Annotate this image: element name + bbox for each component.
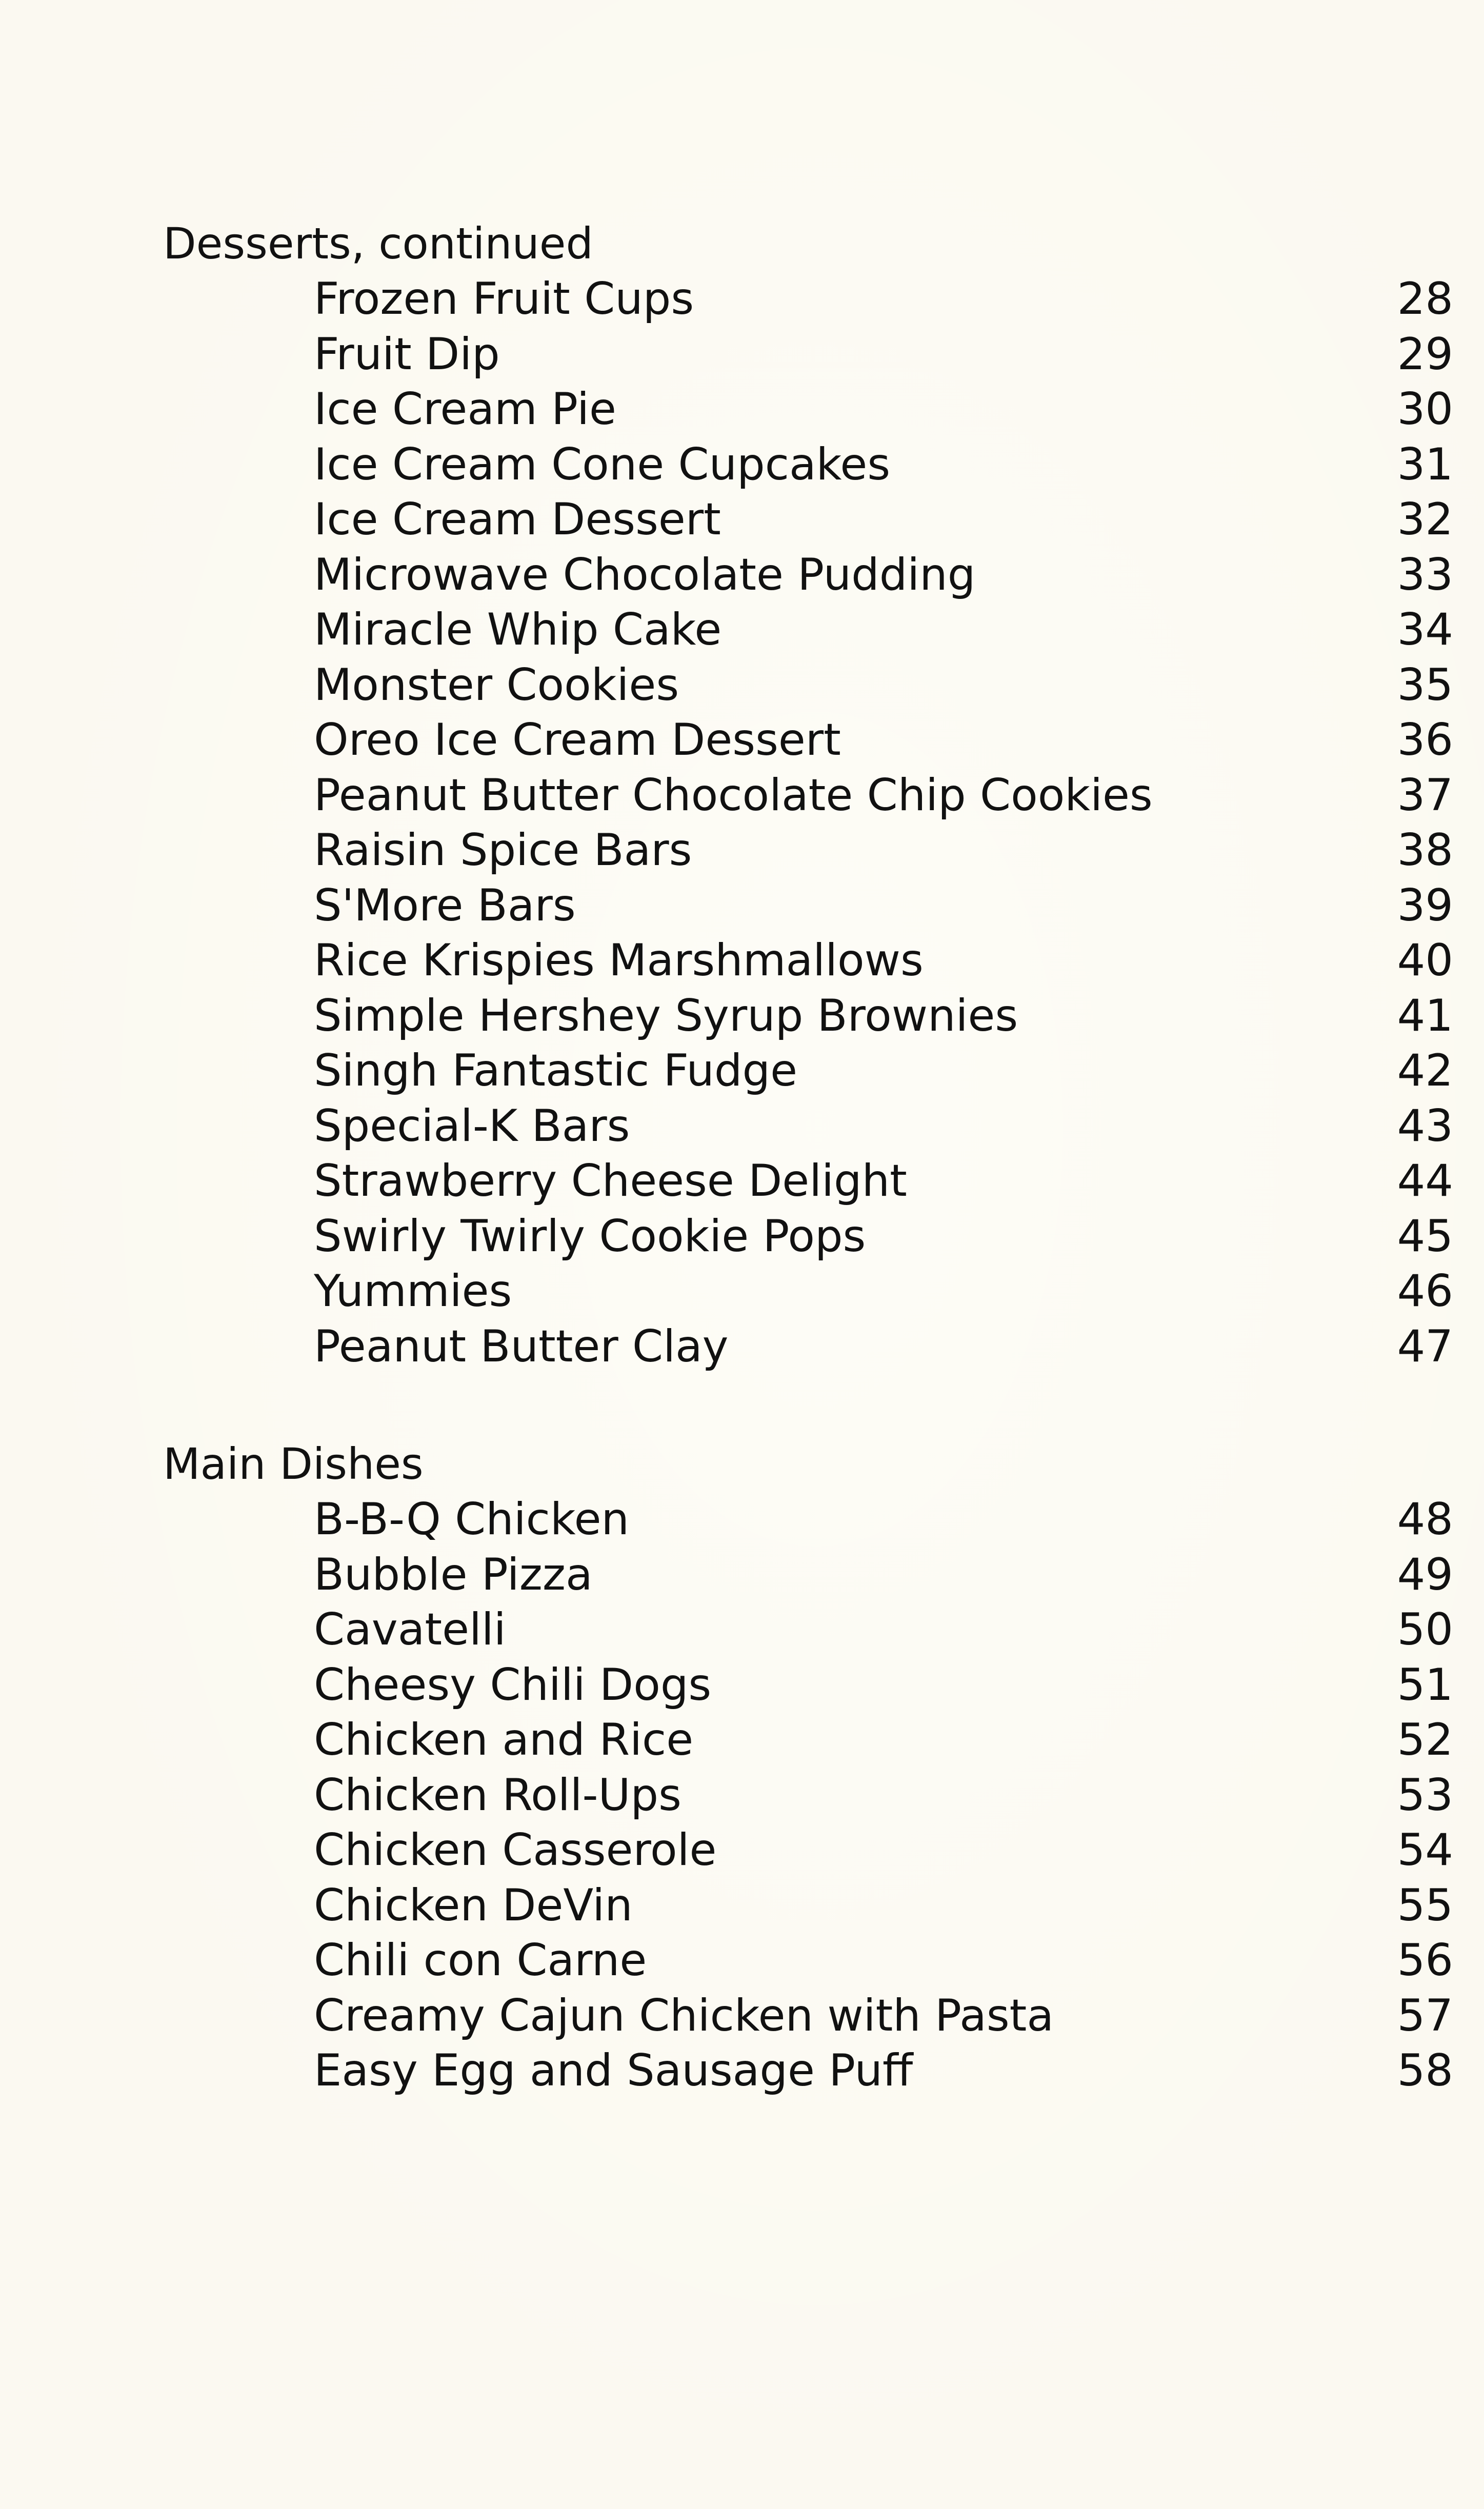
entry-page-number: 43 — [1397, 1100, 1453, 1152]
toc-entry — [0, 1878, 1484, 1934]
entry-page-number: 35 — [1397, 659, 1453, 711]
toc-entry — [0, 1099, 1484, 1154]
entry-page-number: 44 — [1397, 1155, 1453, 1207]
entry-page-number: 41 — [1397, 990, 1453, 1041]
toc-entry — [0, 658, 1484, 713]
entry-title: Singh Fantastic Fudge — [314, 1045, 798, 1096]
toc-entry — [0, 382, 1484, 437]
entry-title: Special-K Bars — [314, 1100, 630, 1152]
toc-entry — [0, 603, 1484, 658]
entry-title: Cheesy Chili Dogs — [314, 1659, 712, 1711]
entry-title: Swirly Twirly Cookie Pops — [314, 1210, 866, 1262]
entry-page-number: 53 — [1397, 1769, 1453, 1821]
entry-page-number: 47 — [1397, 1320, 1453, 1372]
entry-title: Easy Egg and Sausage Puff — [314, 2045, 913, 2096]
section-desserts-continued — [0, 215, 1484, 1374]
entry-title: Peanut Butter Clay — [314, 1320, 729, 1372]
toc-entry — [0, 1658, 1484, 1713]
toc-entry — [0, 437, 1484, 493]
entry-page-number: 58 — [1397, 2045, 1453, 2096]
entry-title: Ice Cream Cone Cupcakes — [314, 438, 891, 490]
toc-entry — [0, 1933, 1484, 1989]
entry-page-number: 29 — [1397, 328, 1453, 380]
entry-page-number: 52 — [1397, 1714, 1453, 1765]
toc-entry — [0, 1209, 1484, 1264]
toc-entry — [0, 823, 1484, 878]
toc-entry — [0, 272, 1484, 327]
toc-entry — [0, 2043, 1484, 2099]
toc-entry — [0, 1548, 1484, 1603]
entry-page-number: 42 — [1397, 1045, 1453, 1096]
toc-entry — [0, 1319, 1484, 1375]
entry-page-number: 37 — [1397, 769, 1453, 821]
entry-title: Microwave Chocolate Pudding — [314, 549, 976, 600]
entry-title: Strawberry Cheese Delight — [314, 1155, 907, 1207]
toc-list — [0, 272, 1484, 1374]
entry-page-number: 50 — [1397, 1604, 1453, 1655]
toc-entry — [0, 1602, 1484, 1658]
entry-page-number: 36 — [1397, 714, 1453, 766]
entry-page-number: 40 — [1397, 935, 1453, 986]
toc-list — [0, 1492, 1484, 2099]
toc-entry — [0, 989, 1484, 1044]
toc-entry — [0, 492, 1484, 548]
entry-title: Monster Cookies — [314, 659, 679, 711]
toc-entry — [0, 768, 1484, 824]
entry-title: Bubble Pizza — [314, 1549, 593, 1600]
entry-title: Fruit Dip — [314, 328, 500, 380]
toc-entry — [0, 1264, 1484, 1319]
entry-title: Oreo Ice Cream Dessert — [314, 714, 841, 766]
entry-page-number: 48 — [1397, 1494, 1453, 1545]
toc-entry — [0, 1713, 1484, 1768]
entry-title: Chicken Casserole — [314, 1824, 717, 1876]
toc-entry — [0, 933, 1484, 989]
entry-title: Creamy Cajun Chicken with Pasta — [314, 1990, 1054, 2041]
entry-title: B-B-Q Chicken — [314, 1494, 630, 1545]
toc-entry — [0, 1989, 1484, 2044]
entry-title: S'More Bars — [314, 879, 576, 931]
entry-title: Miracle Whip Cake — [314, 604, 722, 655]
entry-title: Chicken and Rice — [314, 1714, 694, 1765]
entry-title: Cavatelli — [314, 1604, 506, 1655]
section-main-dishes — [0, 1436, 1484, 2099]
entry-page-number: 51 — [1397, 1659, 1453, 1711]
entry-title: Frozen Fruit Cups — [314, 273, 694, 325]
entry-title: Peanut Butter Chocolate Chip Cookies — [314, 769, 1153, 821]
entry-page-number: 55 — [1397, 1879, 1453, 1931]
entry-page-number: 30 — [1397, 384, 1453, 435]
entry-title: Ice Cream Dessert — [314, 494, 721, 545]
entry-page-number: 57 — [1397, 1990, 1453, 2041]
entry-title: Chili con Carne — [314, 1935, 647, 1986]
entry-title: Chicken DeVin — [314, 1879, 633, 1931]
entry-page-number: 45 — [1397, 1210, 1453, 1262]
toc-entry — [0, 1492, 1484, 1548]
entry-title: Simple Hershey Syrup Brownies — [314, 990, 1018, 1041]
entry-title: Raisin Spice Bars — [314, 825, 692, 876]
toc-entry — [0, 1043, 1484, 1099]
toc-entry — [0, 878, 1484, 934]
entry-title: Yummies — [314, 1266, 512, 1317]
entry-page-number: 28 — [1397, 273, 1453, 325]
entry-page-number: 32 — [1397, 494, 1453, 545]
entry-page-number: 39 — [1397, 879, 1453, 931]
section-heading: Desserts, continued — [163, 218, 593, 269]
entry-page-number: 54 — [1397, 1824, 1453, 1876]
entry-page-number: 33 — [1397, 549, 1453, 600]
entry-page-number: 46 — [1397, 1266, 1453, 1317]
toc-entry — [0, 1823, 1484, 1878]
entry-title: Chicken Roll-Ups — [314, 1769, 681, 1821]
toc-entry — [0, 327, 1484, 383]
toc-entry — [0, 713, 1484, 768]
entry-page-number: 31 — [1397, 438, 1453, 490]
entry-page-number: 56 — [1397, 1935, 1453, 1986]
entry-page-number: 38 — [1397, 825, 1453, 876]
entry-title: Rice Krispies Marshmallows — [314, 935, 924, 986]
toc-entry — [0, 1768, 1484, 1823]
toc-entry — [0, 1154, 1484, 1209]
toc-entry — [0, 548, 1484, 603]
section-heading: Main Dishes — [163, 1439, 424, 1489]
entry-page-number: 49 — [1397, 1549, 1453, 1600]
entry-title: Ice Cream Pie — [314, 384, 616, 435]
entry-page-number: 34 — [1397, 604, 1453, 655]
